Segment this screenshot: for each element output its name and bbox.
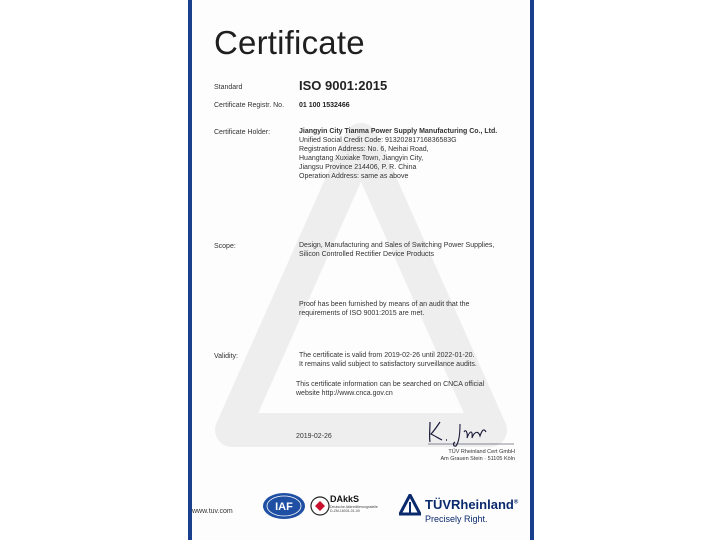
tuv-triangle-logo-icon (399, 494, 421, 516)
search-block (296, 380, 521, 398)
holder-line: Unified Social Credit Code: 91320281716836583G (299, 137, 457, 144)
iaf-logo-text: IAF (275, 501, 293, 513)
registr-value: 01 100 1532466 (299, 102, 350, 109)
proof-line: Proof has been furnished by means of an audit that the (299, 301, 470, 308)
issuer-line: TÜV Rheinland Cert GmbH (448, 449, 515, 455)
standard-value: ISO 9001:2015 (299, 78, 388, 93)
tuv-tagline: Precisely Right. (425, 514, 488, 524)
iaf-logo-icon (262, 492, 306, 520)
scope-label: Scope: (214, 243, 236, 250)
proof-line: requirements of ISO 9001:2015 are met. (299, 310, 425, 317)
validity-block (299, 351, 524, 369)
search-line: This certificate information can be searched on CNCA official (296, 381, 485, 388)
holder-line: Jiangsu Province 214406, P. R. China (299, 164, 417, 171)
registr-label: Certificate Registr. No. (214, 102, 285, 109)
accreditation-logos (262, 490, 382, 530)
page-frame-right (530, 0, 534, 540)
holder-line: Registration Address: No. 6, Neihai Road, (299, 146, 429, 153)
tuv-registered-mark: ® (513, 499, 519, 506)
validity-line: The certificate is valid from 2019-02-26 until 2022-01-20. (299, 352, 475, 359)
scope-line: Silicon Controlled Rectifier Device Products (299, 251, 434, 258)
dakks-subtitle: Deutsche Akkreditierungsstelle D-ZM-16031-01-00 (330, 505, 378, 513)
certificate-title: Certificate (214, 24, 365, 61)
validity-label: Validity: (214, 353, 238, 360)
search-line: website http://www.cnca.gov.cn (296, 390, 393, 397)
tuv-brand-name (425, 497, 518, 512)
signature (426, 416, 516, 448)
proof-block (299, 300, 524, 318)
scope-block (299, 241, 524, 259)
issuer-line: Am Grauen Stein · 51105 Köln (440, 456, 515, 462)
issue-date: 2019-02-26 (296, 433, 332, 440)
dakks-title: DAkkS (330, 494, 360, 504)
validity-line: It remains valid subject to satisfactory surveillance audits. (299, 361, 477, 368)
standard-label: Standard (214, 84, 243, 91)
holder-name: Jiangyin City Tianma Power Supply Manufacturing Co., Ltd. (299, 128, 498, 135)
footer-url: www.tuv.com (192, 508, 233, 515)
holder-line: Huangtang Xuxiake Town, Jiangyin City, (299, 155, 424, 162)
issuer-block (405, 449, 515, 463)
scope-line: Design, Manufacturing and Sales of Switching Power Supplies, (299, 242, 495, 249)
holder-line: Operation Address: same as above (299, 173, 409, 180)
tuv-name-text: TÜVRheinland (425, 497, 514, 512)
certificate-sheet (192, 0, 530, 540)
holder-block (299, 127, 524, 181)
holder-label: Certificate Holder: (214, 129, 271, 136)
